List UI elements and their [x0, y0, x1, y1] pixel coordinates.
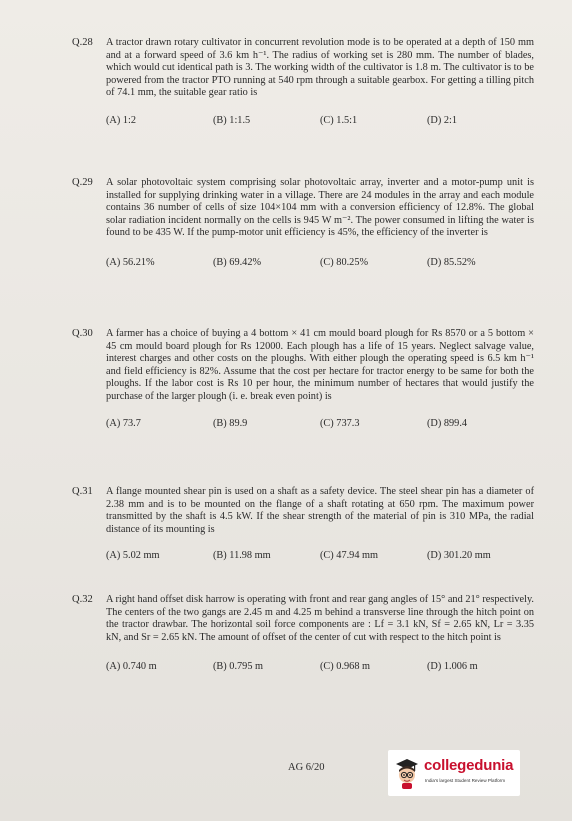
- question-30: [72, 328, 534, 429]
- options-row: [106, 257, 534, 268]
- collegedunia-logo[interactable]: [388, 750, 520, 796]
- option-c[interactable]: (C) 737.3: [320, 417, 360, 429]
- options-row: [106, 115, 534, 126]
- question-text: A solar photovoltaic system comprising solar photovoltaic array, inverter and a motor-pump unit is installed for supplying drinking water in a village. There are 24 modules in the array and each module contains 36 number of cells of size 104×104 mm with a conversion efficiency of 12.8%. The global solar radiation incident normally on the cells is 945 W m⁻². The power consumed in lifting the water is found to be 435 W. If the pump-motor unit efficiency is 45%, the efficiency of the inverter is: [106, 177, 534, 239]
- option-d[interactable]: (D) 2:1: [427, 114, 458, 126]
- question-28: [72, 37, 534, 126]
- question-number: Q.31: [72, 486, 93, 497]
- options-row: [106, 418, 534, 429]
- options-row: [106, 661, 534, 672]
- option-d[interactable]: (D) 1.006 m: [427, 661, 478, 673]
- question-text: A tractor drawn rotary cultivator in concurrent revolution mode is to be operated at a depth of 150 mm and at a forward speed of 3.6 km h⁻¹. The radius of working set is 280 mm. The number of blades, which would cut identical path is 3. The working width of the cultivator is 1.8 m. The cultivator is to be powered from the tractor PTO running at 540 rpm through a suitable gearbox. For getting a tilling pitch of 74.1 mm, the suitable gear ratio is: [106, 37, 534, 99]
- option-d[interactable]: (D) 899.4: [427, 417, 468, 429]
- option-a[interactable]: (A) 1:2: [106, 114, 137, 126]
- question-32: [72, 594, 534, 672]
- option-c[interactable]: (C) 1.5:1: [320, 114, 358, 126]
- option-b[interactable]: (B) 0.795 m: [213, 661, 264, 673]
- option-c[interactable]: (C) 0.968 m: [320, 661, 371, 673]
- option-b[interactable]: (B) 11.98 mm: [213, 550, 271, 562]
- option-a[interactable]: (A) 0.740 m: [106, 661, 157, 673]
- option-c[interactable]: (C) 80.25%: [320, 256, 369, 268]
- logo-tagline: India's largest Student Review Platform: [425, 778, 506, 783]
- graduate-mascot-icon: [394, 756, 420, 790]
- option-a[interactable]: (A) 73.7: [106, 417, 141, 429]
- question-number: Q.30: [72, 328, 93, 339]
- question-number: Q.29: [72, 177, 93, 188]
- page-number: AG 6/20: [288, 762, 325, 773]
- option-d[interactable]: (D) 301.20 mm: [427, 550, 491, 562]
- question-text: A farmer has a choice of buying a 4 bottom × 41 cm mould board plough for Rs 8570 or a 5 bottom × 45 cm mould board plough for Rs 12000. Each plough has a life of 15 years. Neglect salvage value, interest charges and other costs on the ploughs. With either plough the operating speed is 6.5 km h⁻¹ and field efficiency is 82%. Assume that the cost per hectare for tractor energy to be same for both the ploughs. If the labor cost is Rs 10 per hour, the minimum number of hectares that would justify the purchase of the larger plough (i. e. break even point) is: [106, 328, 534, 402]
- option-a[interactable]: (A) 5.02 mm: [106, 550, 160, 562]
- question-number: Q.32: [72, 594, 93, 605]
- option-c[interactable]: (C) 47.94 mm: [320, 550, 379, 562]
- question-number: Q.28: [72, 37, 93, 48]
- option-b[interactable]: (B) 1:1.5: [213, 114, 251, 126]
- options-row: [106, 550, 534, 561]
- option-d[interactable]: (D) 85.52%: [427, 256, 476, 268]
- question-text: A flange mounted shear pin is used on a shaft as a safety device. The steel shear pin has a diameter of 2.38 mm and is to be mounted on the flange of a shaft rotating at 650 rpm. The maximum power transmitted by the shaft is 4.5 kW. If the shear strength of the material of pin is 310 MPa, the radial distance of its mounting is: [106, 486, 534, 535]
- option-b[interactable]: (B) 69.42%: [213, 256, 262, 268]
- logo-wordmark: collegedunia: [424, 757, 514, 774]
- question-text: A right hand offset disk harrow is operating with front and rear gang angles of 15° and 21° respectively. The centers of the two gangs are 2.45 m and 4.25 m behind a transverse line through the hitch point on the tractor drawbar. The horizontal soil force components are : Lf = 3.1 kN, Sf = 2.65 kN, Lr = 3.35 kN, and Sr = 2.65 kN. The amount of offset of the center of cut with respect to the hitch point is: [106, 594, 534, 643]
- option-b[interactable]: (B) 89.9: [213, 417, 248, 429]
- question-31: [72, 486, 534, 561]
- option-a[interactable]: (A) 56.21%: [106, 256, 155, 268]
- question-29: [72, 177, 534, 268]
